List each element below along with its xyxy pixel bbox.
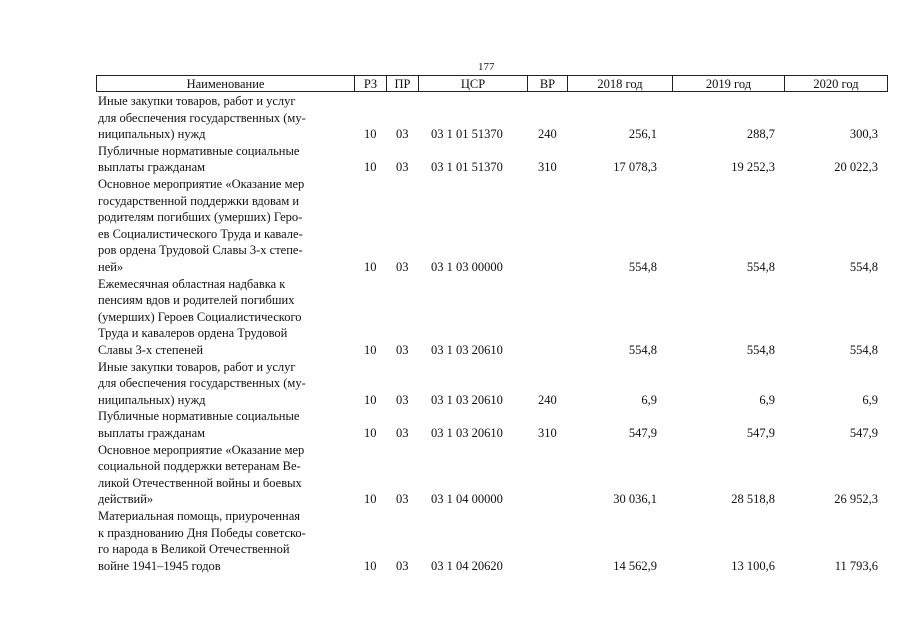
row-name <box>98 276 348 359</box>
row-name-line: родителям погибших (умерших) Геро- <box>98 210 303 225</box>
row-csr: 03 1 01 51370 <box>431 127 503 142</box>
row-name-line: к празднованию Дня Победы советско- <box>98 525 306 540</box>
row-name-line: ев Социалистического Труда и кавале- <box>98 226 303 241</box>
row-name-line: пенсиям вдов и родителей погибших <box>98 293 295 308</box>
row-csr: 03 1 04 20620 <box>431 558 503 573</box>
row-name <box>98 93 348 143</box>
row-2019: 19 252,3 <box>731 160 775 175</box>
row-name-line: Труда и кавалеров ордена Трудовой <box>98 326 288 341</box>
row-name <box>98 359 348 409</box>
page-number: 177 <box>478 61 495 73</box>
row-name-line: государственной поддержки вдовам и <box>98 193 300 208</box>
row-2018: 256,1 <box>628 127 657 142</box>
row-pr: 03 <box>396 392 409 407</box>
row-2019: 13 100,6 <box>731 558 775 573</box>
row-csr: 03 1 03 20610 <box>431 342 503 357</box>
row-2020: 547,9 <box>849 425 878 440</box>
row-name-line: войне 1941–1945 годов <box>98 558 221 573</box>
row-vr: 310 <box>538 425 557 440</box>
header-name: Наименование <box>97 76 355 91</box>
row-2018: 554,8 <box>628 260 657 274</box>
row-name-line: для обеспечения государственных (му- <box>98 110 306 125</box>
header-rz: РЗ <box>355 76 387 91</box>
row-2019: 547,9 <box>746 425 775 440</box>
row-2019: 554,8 <box>746 342 775 357</box>
row-name-line: Основное мероприятие «Оказание мер <box>98 177 305 191</box>
row-name <box>98 442 348 508</box>
row-pr: 03 <box>396 127 409 142</box>
row-2020: 26 952,3 <box>834 492 878 507</box>
row-pr: 03 <box>396 425 409 440</box>
row-name-line: ниципальных) нужд <box>98 392 206 407</box>
row-name-line: Основное мероприятие «Оказание мер <box>98 442 305 457</box>
row-rz: 10 <box>364 260 377 274</box>
row-pr: 03 <box>396 160 409 175</box>
row-rz: 10 <box>364 392 377 407</box>
row-name <box>98 176 348 276</box>
row-2020: 6,9 <box>862 392 878 407</box>
row-2018: 17 078,3 <box>613 160 657 175</box>
row-2019: 6,9 <box>759 392 775 407</box>
row-csr: 03 1 03 20610 <box>431 392 503 407</box>
row-2018: 554,8 <box>628 342 657 357</box>
row-csr: 03 1 01 51370 <box>431 160 503 175</box>
row-name-line: ликой Отечественной войны и боевых <box>98 475 302 490</box>
row-name-line: социальной поддержки ветеранам Ве- <box>98 459 301 474</box>
row-2020: 554,8 <box>849 260 878 274</box>
row-rz: 10 <box>364 160 377 175</box>
row-2018: 6,9 <box>641 392 657 407</box>
row-name-line: Публичные нормативные социальные <box>98 143 300 158</box>
row-rz: 10 <box>364 492 377 507</box>
row-2018: 14 562,9 <box>613 558 657 573</box>
row-csr: 03 1 04 00000 <box>431 492 503 507</box>
row-name-line: ниципальных) нужд <box>98 127 206 142</box>
row-2018: 547,9 <box>628 425 657 440</box>
row-name-line: (умерших) Героев Социалистического <box>98 309 302 324</box>
row-2019: 554,8 <box>746 260 775 274</box>
row-rz: 10 <box>364 127 377 142</box>
row-2020: 554,8 <box>849 342 878 357</box>
table-header <box>96 75 888 92</box>
header-2020: 2020 год <box>813 77 859 91</box>
row-csr: 03 1 03 00000 <box>431 260 503 274</box>
row-name-line: го народа в Великой Отечественной <box>98 542 290 557</box>
row-pr: 03 <box>396 260 409 274</box>
row-name-line: ров ордена Трудовой Славы 3-х степе- <box>98 243 303 258</box>
header-pr: ПР <box>387 76 419 91</box>
row-pr: 03 <box>396 558 409 573</box>
row-2020: 20 022,3 <box>834 160 878 175</box>
header-csr: ЦСР <box>419 76 528 91</box>
row-rz: 10 <box>364 558 377 573</box>
row-2019: 28 518,8 <box>731 492 775 507</box>
row-name-line: выплаты гражданам <box>98 160 206 175</box>
row-name-line: действий» <box>98 492 154 507</box>
row-rz: 10 <box>364 342 377 357</box>
row-name <box>98 408 348 441</box>
row-name-line: выплаты гражданам <box>98 425 206 440</box>
row-name-line: ней» <box>98 259 124 274</box>
row-2018: 30 036,1 <box>613 492 657 507</box>
row-csr: 03 1 03 20610 <box>431 425 503 440</box>
row-name-line: Иные закупки товаров, работ и услуг <box>98 94 296 108</box>
row-2020: 11 793,6 <box>834 558 878 573</box>
row-name-line: Публичные нормативные социальные <box>98 409 300 424</box>
row-vr: 310 <box>538 160 557 175</box>
row-pr: 03 <box>396 492 409 507</box>
row-name <box>98 508 348 574</box>
header-vr: ВР <box>528 76 568 91</box>
header-2018: 2018 год <box>568 76 673 91</box>
row-name-line: Иные закупки товаров, работ и услуг <box>98 359 296 374</box>
row-vr: 240 <box>538 127 557 142</box>
row-pr: 03 <box>396 342 409 357</box>
row-name-line: Ежемесячная областная надбавка к <box>98 276 286 291</box>
row-name-line: Славы 3-х степеней <box>98 342 204 357</box>
row-name-line: для обеспечения государственных (му- <box>98 376 306 391</box>
row-rz: 10 <box>364 425 377 440</box>
row-name <box>98 143 348 176</box>
row-name-line: Материальная помощь, приуроченная <box>98 509 301 523</box>
row-2019: 288,7 <box>746 127 775 142</box>
row-vr: 240 <box>538 392 557 407</box>
header-2019: 2019 год <box>673 76 785 91</box>
row-2020: 300,3 <box>849 127 878 142</box>
